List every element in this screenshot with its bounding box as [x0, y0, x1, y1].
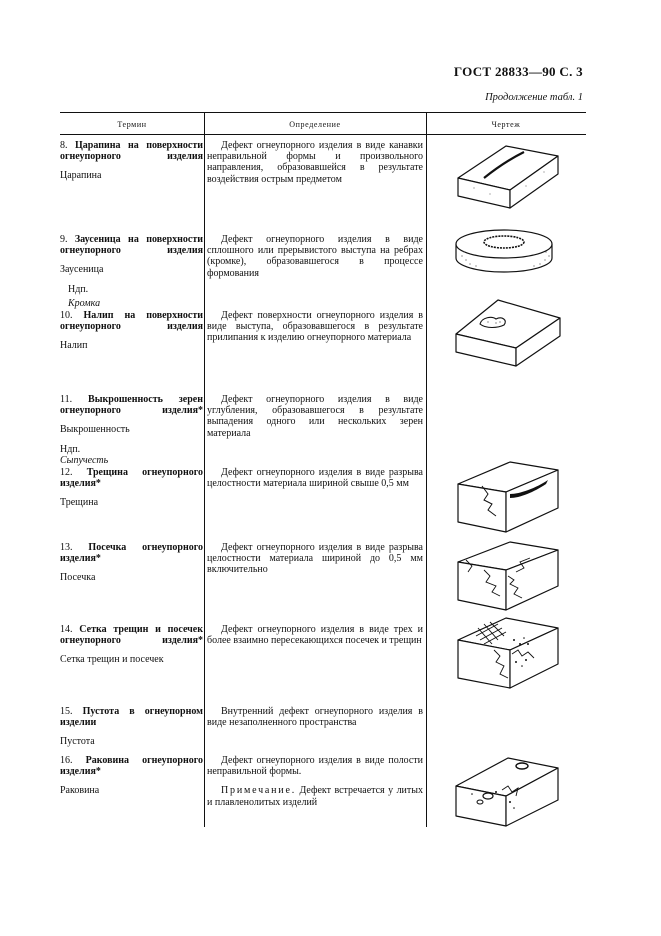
definition-row-12: Дефект огнеупорного изделия в виде разрыва целостности материала шириной свыше 0,5 мм — [207, 467, 423, 490]
term-row-14: 14. Сетка трещин и посечек огнеупорного изделия* Сетка трещин и посечек — [60, 624, 204, 666]
ndp-term: Сыпучесть — [60, 454, 109, 466]
column-header-term: Термин — [117, 120, 147, 129]
column-header-drawing: Чертеж — [491, 120, 521, 129]
crack-network-block-icon — [454, 610, 564, 695]
term-row-15: 15. Пустота в огнеупорном изделии Пустота — [60, 706, 203, 748]
note-label: Примечание. — [221, 785, 297, 797]
ndp-label: Ндп. — [60, 443, 81, 455]
term-title: Трещина огнеупорного изделия* — [60, 467, 203, 490]
definition-row-11: Дефект огнеупорного изделия в виде углубления, образовавшегося в результате выпадения одного или нескольких зерен материала — [207, 394, 423, 439]
term-short: Царапина — [60, 170, 102, 182]
definition-note — [207, 785, 423, 807]
terms-table — [60, 112, 586, 827]
cavity-block-icon — [452, 750, 564, 830]
term-row-13: 13. Посечка огнеупорного изделия* Посечка — [60, 542, 203, 584]
burr-ring-icon — [450, 218, 558, 278]
definition-text: Дефект огнеупорного изделия в виде полости неправильной формы. — [207, 755, 423, 778]
term-title: Налип на поверхности огнеупорного изделия — [60, 310, 203, 333]
term-row-12: 12. Трещина огнеупорного изделия* Трещина — [60, 467, 203, 509]
term-row-10: 10. Налип на поверхности огнеупорного изделия Налип — [60, 310, 203, 352]
term-title: Пустота в огнеупорном изделии — [60, 706, 203, 729]
term-short: Раковина — [60, 785, 100, 797]
term-row-9: 9. Заусеница на поверхности огнеупорного изделия Заусеница Ндп. Кромка — [60, 234, 204, 309]
term-row-11: 11. Выкрошенность зерен огнеупорного изделия* Выкрошенность Ндп. Сыпучесть — [60, 394, 204, 466]
definition-row-9: Дефект огнеупорного изделия в виде сплошного или прерывистого выступа на ребрах (кромке), образовавшегося в процессе формования — [207, 234, 423, 279]
ndp-label: Ндп. — [68, 283, 89, 295]
definition-row-14: Дефект огнеупорного изделия в виде трех и более взаимно пересекающихся посечек и трещин — [207, 624, 423, 647]
term-short: Выкрошенность — [60, 424, 130, 436]
hairline-crack-block-icon — [454, 536, 564, 616]
table-continuation-label: Продолжение табл. 1 — [485, 92, 583, 103]
term-title: Сетка трещин и посечек огнеупорного изделия* — [60, 624, 204, 647]
crack-block-icon — [454, 456, 564, 536]
term-title: Царапина на поверхности огнеупорного изделия — [60, 140, 203, 163]
term-short: Посечка — [60, 572, 96, 584]
term-title: Раковина огнеупорного изделия* — [60, 755, 203, 778]
column-divider-1 — [204, 112, 205, 827]
definition-row-10: Дефект поверхности огнеупорного изделия в виде выступа, образовавшегося в результате прилипания к изделию огнеупорного материала — [207, 310, 423, 344]
column-divider-2 — [426, 112, 427, 827]
buildup-block-icon — [452, 292, 564, 372]
definition-row-13: Дефект огнеупорного изделия в виде разрыва целостности материала шириной до 0,5 мм включительно — [207, 542, 423, 576]
definition-row-16 — [207, 755, 423, 808]
term-short: Заусеница — [60, 264, 104, 276]
term-short: Сетка трещин и посечек — [60, 654, 164, 666]
term-short: Трещина — [60, 497, 99, 509]
term-short: Пустота — [60, 736, 95, 748]
definition-row-8: Дефект огнеупорного изделия в виде канавки неправильной формы и произвольного направления, образовавшейся в результате воздействия острым предметом — [207, 140, 423, 185]
scratch-block-icon — [454, 134, 564, 214]
term-row-16: 16. Раковина огнеупорного изделия* Раковина — [60, 755, 203, 797]
document-header: ГОСТ 28833—90 С. 3 — [453, 64, 583, 79]
term-row-8: 8. Царапина на поверхности огнеупорного изделия Царапина — [60, 140, 203, 182]
term-title: Заусеница на поверхности огнеупорного изделия — [60, 234, 204, 257]
note-text: Дефект встречается у литых и плавленолитых изделий — [207, 785, 423, 808]
term-title: Выкрошенность зерен огнеупорного изделия* — [60, 394, 204, 417]
table-top-rule — [60, 112, 586, 113]
definition-row-15: Внутренний дефект огнеупорного изделия в виде незаполненного пространства — [207, 706, 423, 729]
term-title: Посечка огнеупорного изделия* — [60, 542, 203, 565]
term-short: Налип — [60, 340, 88, 352]
ndp-term: Кромка — [68, 297, 101, 309]
column-header-definition: Определение — [289, 120, 341, 129]
